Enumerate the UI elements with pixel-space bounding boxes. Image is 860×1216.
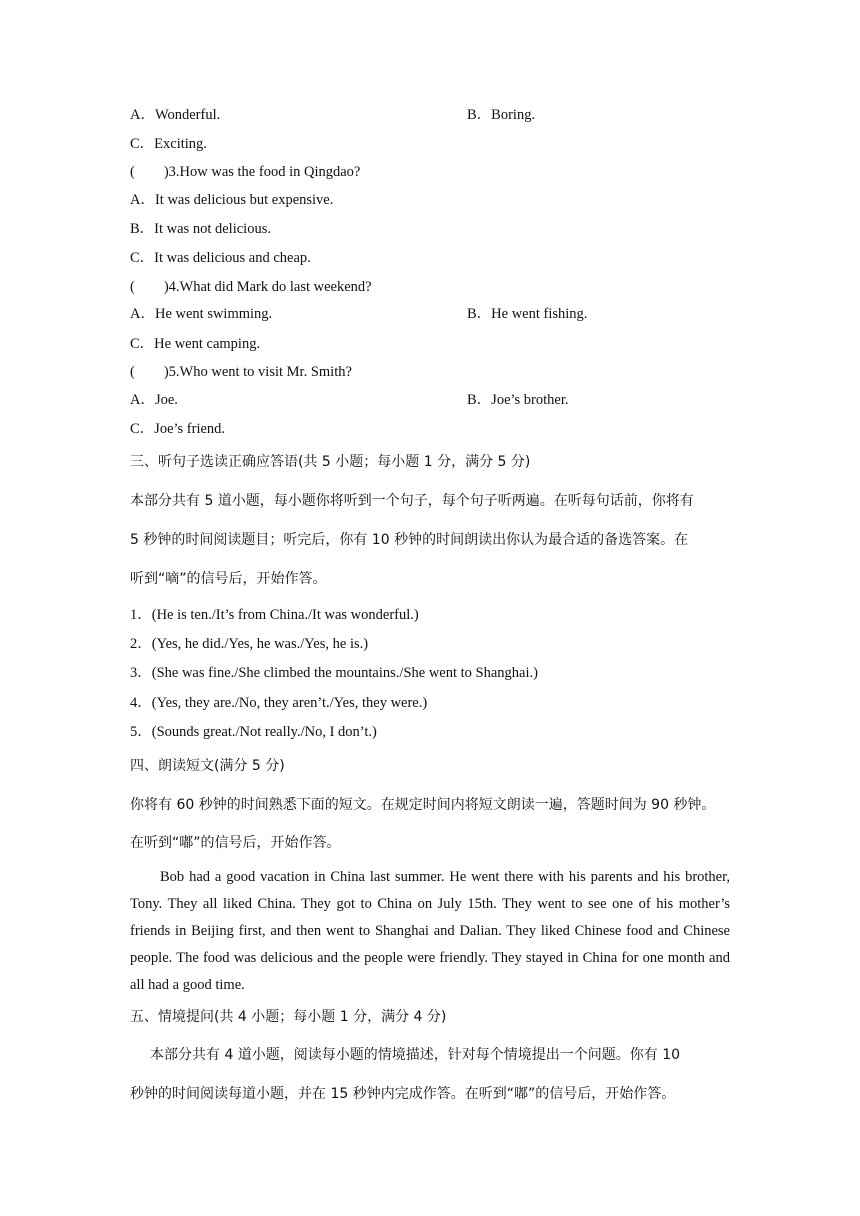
section3-item: 4．(Yes, they are./No, they aren’t./Yes, they were.): [130, 695, 428, 711]
q4-stem: ( )4.What did Mark do last weekend?: [130, 279, 372, 295]
q3-option-b: B．It was not delicious.: [130, 221, 271, 237]
q4-option-b: B．He went fishing.: [467, 306, 588, 322]
section3-item: 2．(Yes, he did./Yes, he was./Yes, he is.): [130, 636, 369, 652]
q2-option-a: A．Wonderful.: [130, 107, 221, 123]
section3-item: 5．(Sounds great./Not really./No, I don’t.): [130, 724, 377, 740]
reading-passage: Bob had a good vacation in China last summer. He went there with his parents and his brother, Tony. They all liked China. They got to China on July 15th. They went to see one of his mother’s friends in Beijing first, and then went to Shanghai and Dalian. They liked Chinese food and Chinese people. The food was delicious and the people were friendly. They stayed in China for one month and all had a good time.: [130, 869, 730, 993]
q5-option-c: C．Joe’s friend.: [130, 421, 226, 437]
section3-item: 3．(She was fine./She climbed the mountains./She went to Shanghai.): [130, 665, 538, 681]
q3-option-c: C．It was delicious and cheap.: [130, 250, 311, 266]
section4-instruction-line: 在听到“嘟”的信号后，开始作答。: [130, 835, 341, 851]
section5-instruction-line: 本部分共有 4 道小题，阅读每小题的情境描述，针对每个情境提出一个问题。你有 10: [150, 1047, 681, 1063]
section4-instruction-line: 你将有 60 秒钟的时间熟悉下面的短文。在规定时间内将短文朗读一遍，答题时间为 90 秒钟。: [130, 797, 716, 813]
q5-option-a: A．Joe.: [130, 392, 178, 408]
q2-option-b: B．Boring.: [467, 107, 536, 123]
q4-option-a: A．He went swimming.: [130, 306, 273, 322]
q5-option-b: B．Joe’s brother.: [467, 392, 569, 408]
section3-heading: 三、听句子选读正确应答语(共 5 小题；每小题 1 分，满分 5 分): [130, 454, 531, 470]
section4-heading: 四、朗读短文(满分 5 分): [130, 758, 285, 774]
q3-option-a: A．It was delicious but expensive.: [130, 192, 334, 208]
section5-heading: 五、情境提问(共 4 小题；每小题 1 分，满分 4 分): [130, 1009, 447, 1025]
q3-stem: ( )3.How was the food in Qingdao?: [130, 164, 361, 180]
q2-option-c: C．Exciting.: [130, 136, 207, 152]
section3-item: 1．(He is ten./It’s from China./It was wonderful.): [130, 607, 419, 623]
q5-stem: ( )5.Who went to visit Mr. Smith?: [130, 364, 352, 380]
q4-option-c: C．He went camping.: [130, 336, 261, 352]
section3-instruction-line: 5 秒钟的时间阅读题目；听完后，你有 10 秒钟的时间朗读出你认为最合适的备选答案。在: [130, 532, 689, 548]
section3-instruction-line: 听到“嘀”的信号后，开始作答。: [130, 571, 327, 587]
section3-instruction-line: 本部分共有 5 道小题，每小题你将听到一个句子，每个句子听两遍。在听每句话前，你将有: [130, 493, 694, 509]
section5-instruction-line: 秒钟的时间阅读每道小题，并在 15 秒钟内完成作答。在听到“嘟”的信号后，开始作答。: [130, 1086, 676, 1102]
